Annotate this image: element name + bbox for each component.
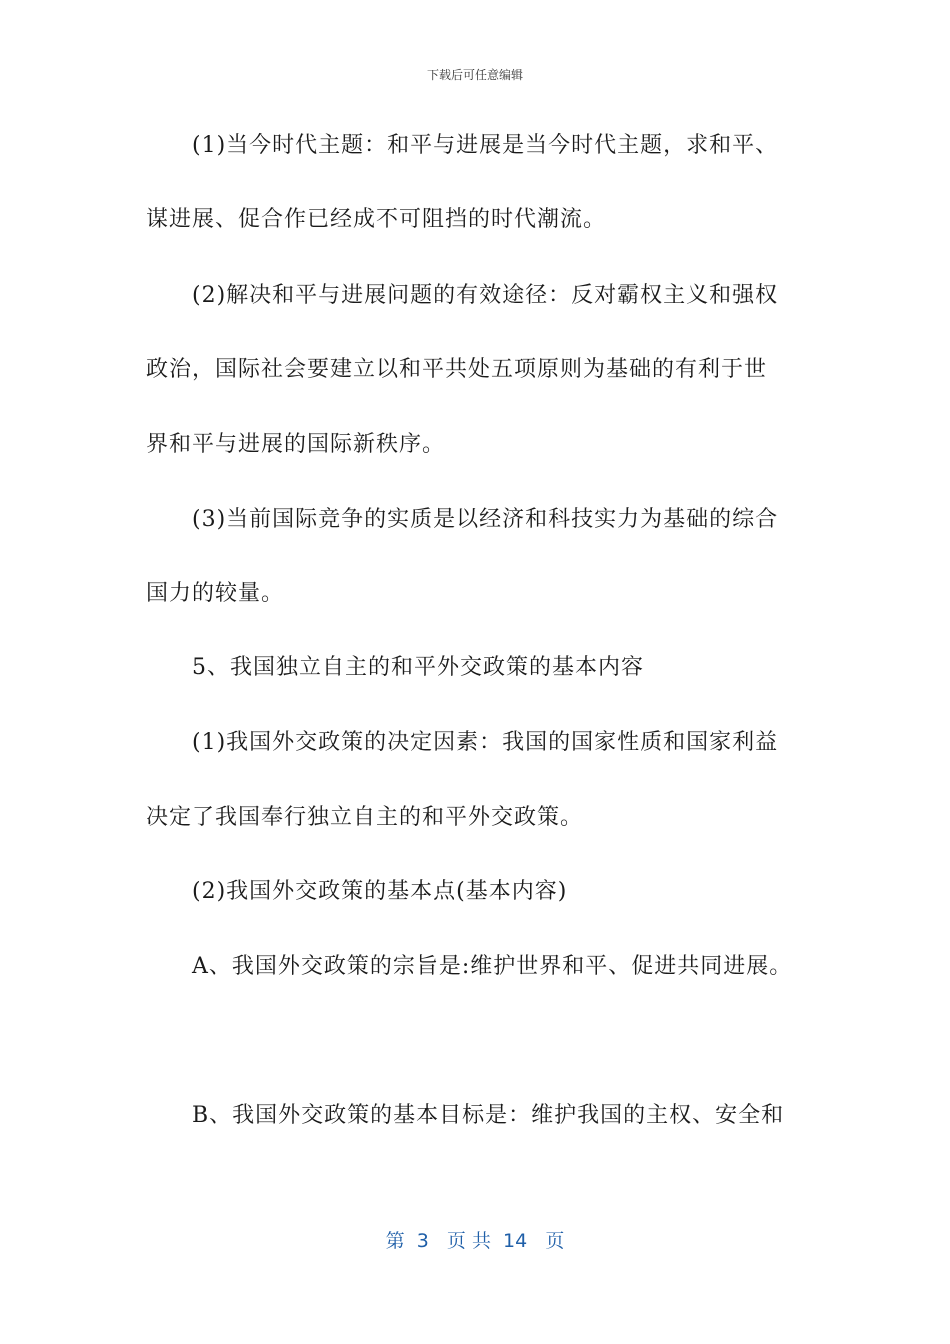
paragraph-line: (3)当前国际竞争的实质是以经济和科技实力为基础的综合 [192,507,779,532]
paragraph-line: 决定了我国奉行独立自主的和平外交政策。 [146,805,584,830]
page-header: 下载后可任意编辑 [426,68,523,82]
paragraph-line: B、我国外交政策的基本目标是：维护我国的主权、安全和 [192,1103,785,1128]
paragraph-line: (1)当今时代主题：和平与进展是当今时代主题，求和平、 [192,133,779,158]
page-number-footer: 第 3 页 共 14 页 [385,1230,565,1252]
paragraph-line: 谋进展、促合作已经成不可阻挡的时代潮流。 [146,207,607,232]
paragraph-line: 国力的较量。 [146,581,285,606]
paragraph-line: (1)我国外交政策的决定因素：我国的国家性质和国家利益 [192,730,779,755]
section-heading: 5、我国独立自主的和平外交政策的基本内容 [192,655,644,680]
paragraph-line: (2)我国外交政策的基本点(基本内容) [192,879,568,904]
paragraph-line: 界和平与进展的国际新秩序。 [146,432,446,457]
paragraph-line: A、我国外交政策的宗旨是:维护世界和平、促进共同进展。 [192,954,793,979]
paragraph-line: (2)解决和平与进展问题的有效途径：反对霸权主义和强权 [192,283,779,308]
paragraph-line: 政治，国际社会要建立以和平共处五项原则为基础的有利于世 [146,357,768,382]
